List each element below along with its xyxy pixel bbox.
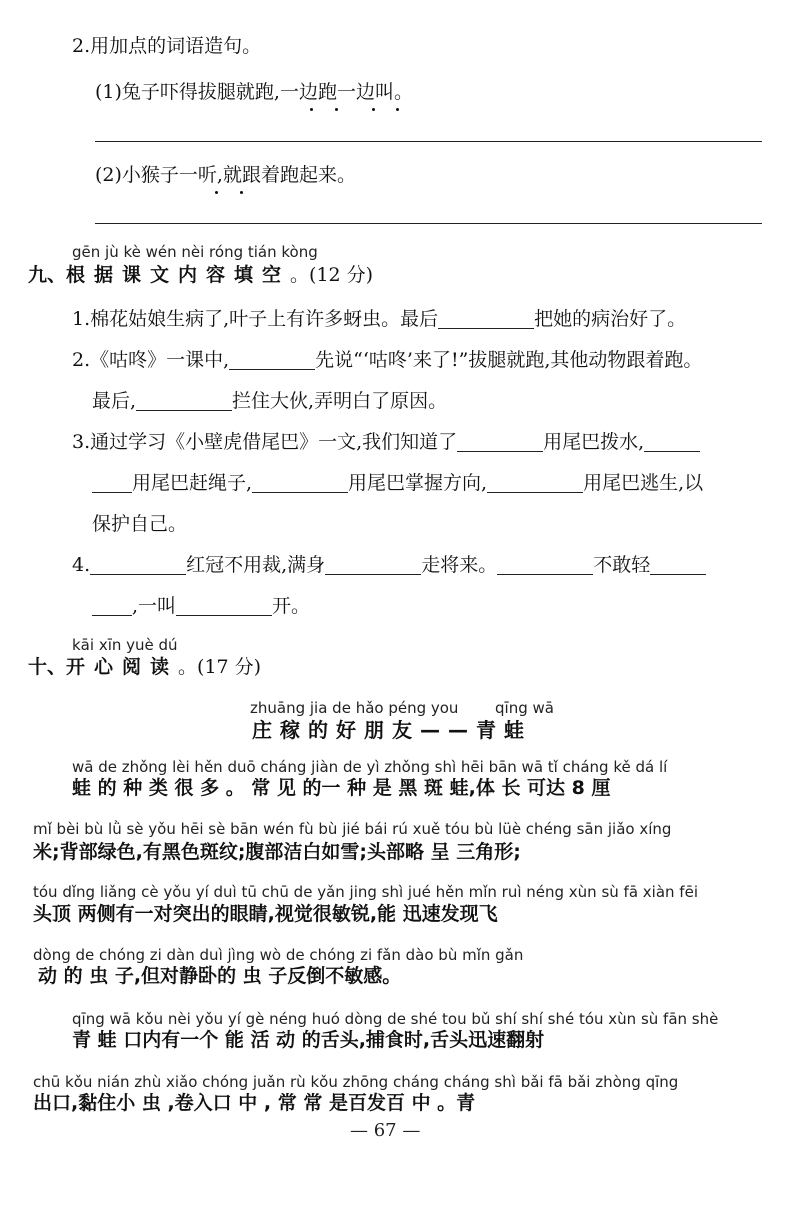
fill-question-2-cont: 最后, 拦住大伙,弄明白了原因。 — [92, 390, 448, 412]
article-pinyin-line: mǐ bèi bù lǜ sè yǒu hēi sè bān wén fù bù jié bái rú xuě tóu bù lüè chéng sān jiǎo xíng — [33, 820, 672, 838]
question-2-title: 2.用加点的词语造句。 — [72, 35, 262, 57]
article-pinyin-line: qīng wā kǒu nèi yǒu yí gè néng huó dòng de shé tou bǔ shí shí shé tóu xùn sù fān shè — [72, 1010, 719, 1028]
emphasis-dot — [240, 191, 243, 194]
section-9-score: 。(12 分) — [290, 264, 374, 286]
fill-question-3: 3.通过学习《小壁虎借尾巴》一文,我们知道了 用尾巴拨水, — [72, 430, 700, 454]
answer-blank[interactable] — [325, 556, 421, 575]
fill-question-4: 4. 红冠不用裁,满身 走将来。 不敢轻 — [72, 553, 706, 577]
section-9-pinyin: gēn jù kè wén nèi róng tián kòng — [72, 243, 318, 261]
section-10-score: 。(17 分) — [178, 656, 262, 678]
answer-blank[interactable] — [229, 351, 315, 370]
section-10-heading — [28, 655, 261, 679]
article-text-line: 米;背部绿色,有黑色斑纹;腹部洁白如雪;头部略 呈 三角形; — [33, 841, 521, 863]
article-text-line: 头顶 两侧有一对突出的眼睛,视觉很敏锐,能 迅速发现飞 — [33, 903, 498, 925]
answer-blank[interactable] — [438, 310, 534, 329]
question-2-item-2: (2)小猴子一听,就跟着跑起来。 — [95, 164, 356, 186]
answer-blank[interactable] — [92, 474, 132, 493]
answer-blank[interactable] — [497, 556, 593, 575]
emphasis-dot — [372, 108, 375, 111]
fill-question-1: 1.棉花姑娘生病了,叶子上有许多蚜虫。最后 把她的病治好了。 — [72, 308, 687, 330]
emphasis-dot — [396, 108, 399, 111]
fill-question-4-cont: ,一叫 开。 — [92, 594, 310, 618]
section-9-number: 九、 — [28, 264, 67, 286]
answer-blank[interactable] — [252, 474, 348, 493]
section-9-heading — [28, 263, 373, 287]
fill-question-3-cont: 用尾巴赶绳子, 用尾巴掌握方向, 用尾巴逃生,以 — [92, 471, 703, 495]
fill-question-2: 2.《咕咚》一课中, 先说“‘咕咚’来了!”拔腿就跑,其他动物跟着跑。 — [72, 349, 703, 371]
answer-line[interactable] — [95, 223, 762, 224]
answer-blank[interactable] — [176, 597, 272, 616]
emphasis-dot — [215, 191, 218, 194]
article-pinyin-line: dòng de chóng zi dàn duì jìng wò de chóng zi fǎn dào bù mǐn gǎn — [33, 946, 524, 964]
article-title: 庄稼的好朋友——青蛙 — [252, 718, 532, 742]
page-number: — 67 — — [350, 1120, 421, 1141]
answer-blank[interactable] — [650, 556, 706, 575]
article-pinyin-line: tóu dǐng liǎng cè yǒu yí duì tū chū de yǎn jing shì jué hěn mǐn ruì néng xùn sù fā xiàn fēi — [33, 883, 698, 901]
section-9-title: 根据课文内容填空 — [66, 264, 291, 286]
article-title-pinyin-2: qīng wā — [495, 699, 554, 717]
article-text-line: 动 的 虫 子,但对静卧的 虫 子反倒不敏感。 — [38, 965, 402, 987]
section-10-number: 十、 — [28, 656, 67, 678]
answer-blank[interactable] — [457, 433, 543, 452]
article-pinyin-line: chū kǒu nián zhù xiǎo chóng juǎn rù kǒu zhōng cháng cháng shì bǎi fā bǎi zhòng qīng — [33, 1073, 679, 1091]
section-10-pinyin: kāi xīn yuè dú — [72, 636, 178, 654]
article-pinyin-line: wā de zhǒng lèi hěn duō cháng jiàn de yì zhǒng shì hēi bān wā tǐ cháng kě dá lí — [72, 758, 668, 776]
answer-blank[interactable] — [487, 474, 583, 493]
answer-line[interactable] — [95, 141, 762, 142]
section-10-title: 开心阅读 — [66, 656, 179, 678]
answer-blank[interactable] — [644, 433, 700, 452]
answer-blank[interactable] — [90, 556, 186, 575]
emphasis-dot — [335, 108, 338, 111]
article-title-pinyin: zhuāng jia de hǎo péng you — [250, 699, 459, 717]
emphasis-dot — [310, 108, 313, 111]
fill-question-3-end: 保护自己。 — [92, 513, 188, 535]
question-2-item-1: (1)兔子吓得拔腿就跑,一边跑一边叫。 — [95, 81, 413, 103]
answer-blank[interactable] — [136, 392, 232, 411]
article-text-line: 青 蛙 口内有一个 能 活 动 的舌头,捕食时,舌头迅速翻射 — [72, 1029, 545, 1051]
article-text-line: 蛙 的 种 类 很 多 。 常 见 的一 种 是 黑 斑 蛙,体 长 可达 8 厘 — [72, 777, 611, 799]
answer-blank[interactable] — [92, 597, 132, 616]
article-text-line: 出口,黏住小 虫 ,卷入口 中 , 常 常 是百发百 中 。青 — [33, 1092, 476, 1114]
